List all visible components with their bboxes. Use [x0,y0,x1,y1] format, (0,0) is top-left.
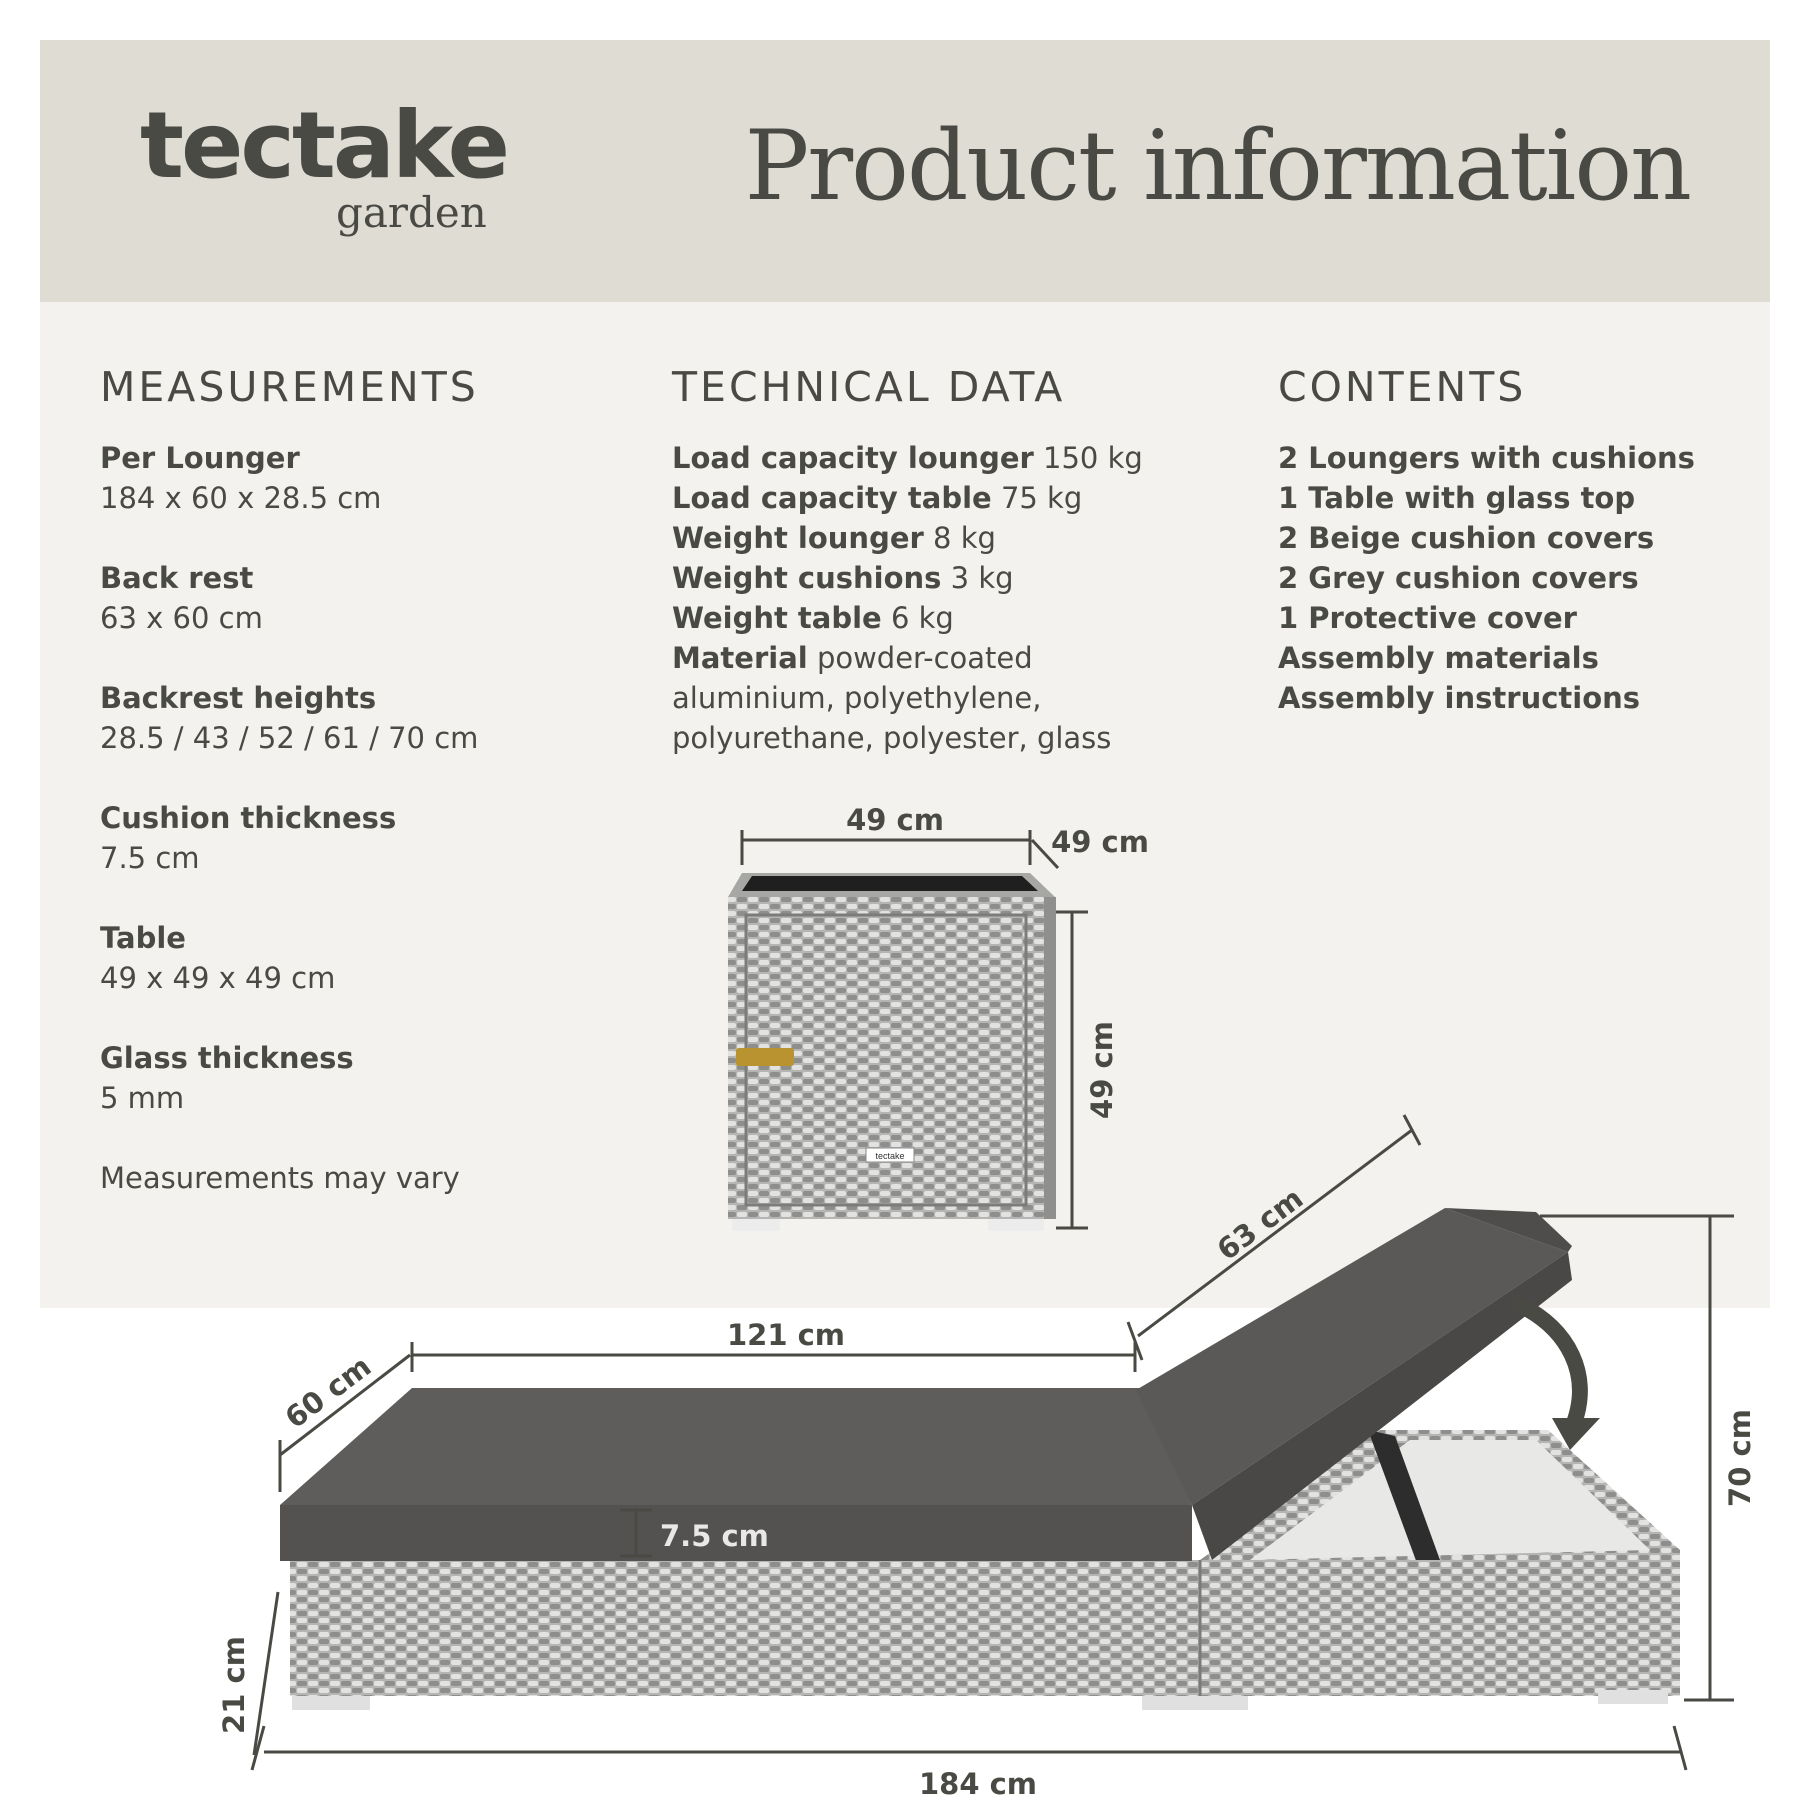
leg-height-label: 21 cm [217,1636,251,1734]
table-width-label: 49 cm [846,803,944,837]
lounger-body-rear [1200,1560,1680,1696]
side-table [728,873,1056,1231]
tech-value: 6 kg [890,601,954,635]
lounger [280,1208,1680,1710]
tech-label: Load capacity lounger [672,441,1034,475]
tech-label: Weight lounger [672,521,924,555]
tech-value: 150 kg [1043,441,1143,475]
measurement-label: Table [100,921,186,955]
cushion-thickness-label: 7.5 cm [660,1519,769,1553]
contents-item: Assembly materials [1278,641,1599,675]
brand-logo: tectake [140,92,508,199]
tech-value: 75 kg [1000,481,1083,515]
lounger-width-label: 60 cm [278,1348,378,1436]
measurement-label: Per Lounger [100,441,300,475]
table-badge-text: tectake [875,1151,905,1161]
lounger-body [290,1560,1210,1696]
measurement-value: 184 x 60 x 28.5 cm [100,481,382,515]
measurement-value: 63 x 60 cm [100,601,263,635]
technical-heading: TECHNICAL DATA [672,363,1066,411]
table-side [1044,897,1056,1219]
page-title: Product information [744,110,1690,222]
table-depth-label: 49 cm [1051,825,1149,859]
contents-item: Assembly instructions [1278,681,1641,715]
contents-item: 2 Beige cushion covers [1278,521,1655,555]
contents-item: 1 Protective cover [1278,601,1577,635]
table-glass-top [742,876,1038,891]
measurement-label: Backrest heights [100,681,377,715]
measurement-label: Back rest [100,561,254,595]
tech-label: Load capacity table [672,481,992,515]
tech-label: Weight table [672,601,882,635]
tech-value: 3 kg [950,561,1014,595]
seat-cushion-top [280,1388,1192,1505]
tech-label: Weight cushions [672,561,942,595]
table-foot-right [988,1219,1044,1231]
measurement-value: 5 mm [100,1081,185,1115]
lounger-foot [1142,1696,1248,1710]
contents-item: 1 Table with glass top [1278,481,1636,515]
measurement-label: Cushion thickness [100,801,397,835]
measurements-heading: MEASUREMENTS [100,363,479,411]
measurement-value: 28.5 / 43 / 52 / 61 / 70 cm [100,721,479,755]
recline-arrow [1520,1305,1580,1420]
brand-logo-sub: garden [336,188,487,237]
table-height-label: 49 cm [1085,1021,1119,1119]
tech-material-line: aluminium, polyethylene, [672,681,1042,715]
seat-length-label: 121 cm [726,1318,846,1352]
measurement-value: 49 x 49 x 49 cm [100,961,336,995]
table-foot-left [732,1219,780,1231]
total-length-label: 184 cm [918,1767,1038,1800]
lounger-foot [1598,1690,1668,1704]
contents-heading: CONTENTS [1278,363,1527,411]
tech-material-line: polyurethane, polyester, glass [672,721,1112,755]
tech-label: Material [672,641,808,675]
measurements-note: Measurements may vary [100,1161,460,1195]
max-height-label: 70 cm [1723,1409,1757,1507]
tech-value: 8 kg [933,521,996,555]
contents-item: 2 Loungers with cushions [1278,441,1695,475]
lounger-foot [292,1696,370,1710]
tech-value: powder-coated [816,641,1033,675]
measurement-value: 7.5 cm [100,841,200,875]
table-latch [736,1048,794,1066]
backrest-length-label: 63 cm [1210,1180,1310,1268]
measurement-label: Glass thickness [100,1041,354,1075]
contents-item: 2 Grey cushion covers [1278,561,1639,595]
